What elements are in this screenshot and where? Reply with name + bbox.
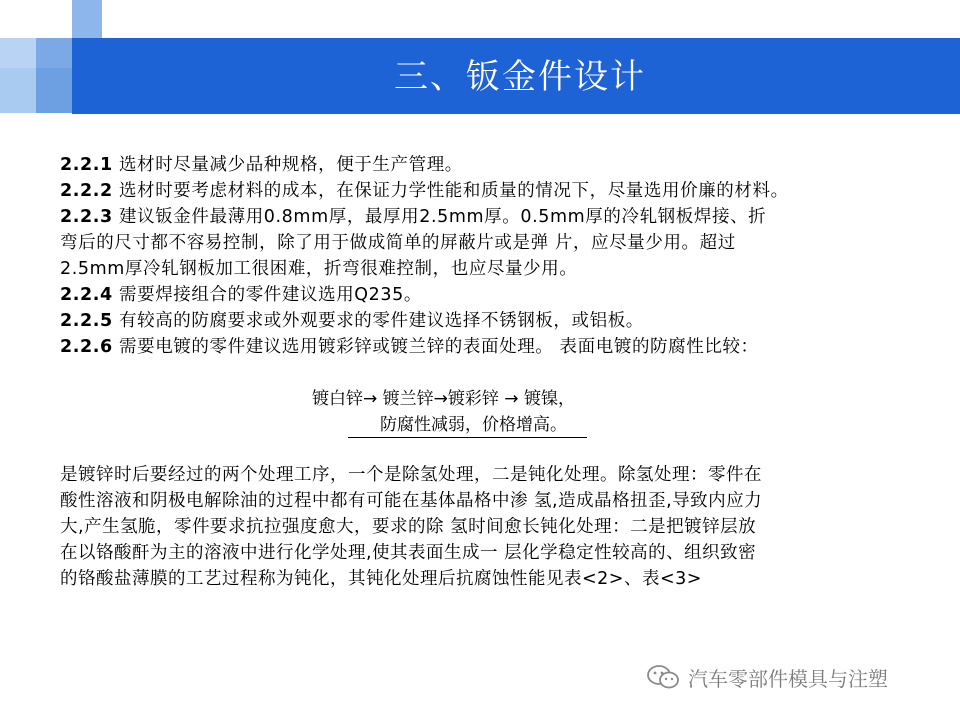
decor-square <box>36 38 72 68</box>
decor-square <box>0 38 36 68</box>
item-text: 选材时尽量减少品种规格，便于生产管理。 <box>112 155 463 175</box>
item-number: 2.2.2 <box>60 181 113 201</box>
list-item <box>60 308 930 334</box>
item-number: 2.2.4 <box>60 285 113 305</box>
paragraph-line: 大,产生氢脆，零件要求抗拉强度愈大，要求的除 氢时间愈长钝化处理：二是把镀锌层放 <box>60 517 757 537</box>
paragraph-line: 的铬酸盐薄膜的工艺过程称为钝化，其钝化处理后抗腐蚀性能见表<2>、表<3> <box>60 569 702 589</box>
item-number: 2.2.6 <box>60 337 113 357</box>
flow-conclusion: 防腐性减弱，价格增高。 <box>348 413 587 438</box>
item-text: 需要电镀的零件建议选用镀彩锌或镀兰锌的表面处理。 表面电镀的防腐性比较： <box>112 337 759 357</box>
item-text: 选材时要考虑材料的成本，在保证力学性能和质量的情况下，尽量选用价廉的材料。 <box>112 181 789 201</box>
item-number: 2.2.1 <box>60 155 113 175</box>
item-text: 需要焊接组合的零件建议选用Q235。 <box>112 285 422 305</box>
list-item <box>60 204 930 230</box>
decor-square <box>0 68 36 113</box>
list-item <box>60 282 930 308</box>
item-text: 建议钣金件最薄用0.8mm厚，最厚用2.5mm厚。0.5mm厚的冷轧钢板焊接、折 <box>112 207 767 227</box>
corrosion-flow <box>300 386 660 438</box>
spec-list <box>60 152 930 360</box>
item-text: 弯后的尺寸都不容易控制，除了用于做成简单的屏蔽片或是弹 片，应尽量少用。超过 <box>60 233 736 253</box>
paragraph-line: 酸性溶液和阴极电解除油的过程中都有可能在基体晶格中渗 氢,造成晶格扭歪,导致内应力 <box>60 491 763 511</box>
list-item <box>60 178 930 204</box>
list-item-continued <box>60 230 930 256</box>
passivation-paragraph <box>60 462 930 592</box>
decor-square <box>36 68 72 113</box>
list-item <box>60 334 930 360</box>
page-title: 三、钣金件设计 <box>394 57 646 97</box>
decor-square <box>72 0 102 38</box>
item-number: 2.2.3 <box>60 207 113 227</box>
paragraph-line: 是镀锌时后要经过的两个处理工序，一个是除氢处理，二是钝化处理。除氢处理：零件在 <box>60 465 762 485</box>
item-text: 2.5mm厚冷轧钢板加工很困难，折弯很难控制，也应尽量少用。 <box>60 259 578 279</box>
watermark-text: 汽车零部件模具与注塑 <box>688 666 888 691</box>
list-item-continued <box>60 256 930 282</box>
list-item <box>60 152 930 178</box>
item-text: 有较高的防腐要求或外观要求的零件建议选择不锈钢板，或铝板。 <box>112 311 644 331</box>
item-number: 2.2.5 <box>60 311 113 331</box>
wechat-icon <box>646 664 680 690</box>
paragraph-line: 在以铬酸酐为主的溶液中进行化学处理,使其表面生成一 层化学稳定性较高的、组织致密 <box>60 543 757 563</box>
flow-sequence: 镀白锌→ 镀兰锌→镀彩锌 → 镀镍， <box>312 389 575 409</box>
watermark <box>646 662 888 692</box>
